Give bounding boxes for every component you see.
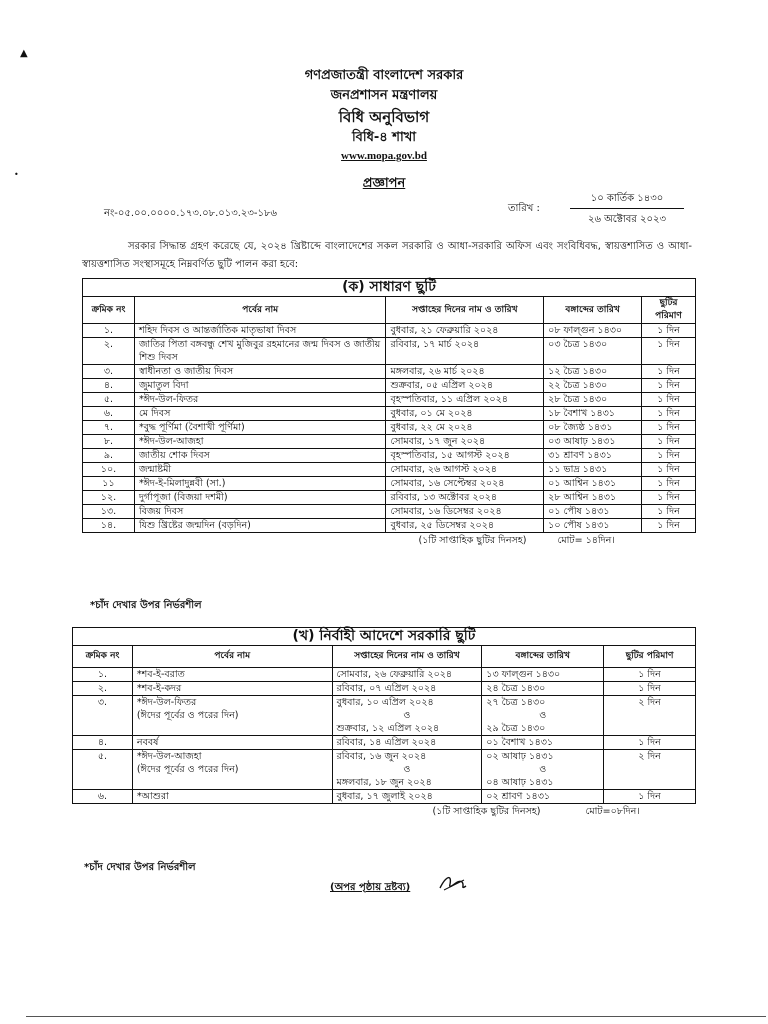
executive-holiday-rows [73,668,696,804]
day-date-cell: রবিবার, ১৩ অক্টোবর ২০২৪ [386,491,544,505]
amount-cell: ১ দিন [642,491,696,505]
name-cell [132,790,332,804]
amount-cell [604,790,696,804]
amount-text: ১ দিন [638,737,661,748]
amount-text: ২ দিন [638,751,661,762]
serial-cell: ১০. [83,463,135,477]
name-cell: জাতির পিতা বঙ্গবন্ধু শেখ মুজিবুর রহমানের জন্ম দিবস ও জাতীয় শিশু দিবস [134,338,386,365]
serial-cell [73,750,133,790]
table-row [83,449,696,463]
bangla-date-cell [482,696,604,736]
date-divider [570,208,684,209]
table-row [83,463,696,477]
day-date-cell: মঙ্গলবার, ২৬ মার্চ ২০২৪ [386,365,544,379]
holiday-name: নববর্ষ [136,737,159,748]
table-row [83,505,696,519]
date-bangla: ১০ কার্তিক ১৪৩০ [590,193,664,204]
and-text: ও [539,764,547,775]
section-title: বিধি-৪ শাখা [351,130,417,145]
serial-text: ৩. [97,697,108,708]
bangla-date-cell: ১০ পৌষ ১৪৩১ [544,519,642,533]
bangla-date-cell: ৩১ শ্রাবণ ১৪৩১ [544,449,642,463]
serial-cell: ১. [83,324,135,338]
serial-cell: ৯. [83,449,135,463]
serial-cell: ১২. [83,491,135,505]
amount-cell: ১ দিন [642,379,696,393]
day-date-cell: বৃহস্পতিবার, ১১ এপ্রিল ২০২৪ [386,393,544,407]
col-header-bangla-date: বঙ্গাব্দের তারিখ [544,297,642,324]
bangla-date-cell: ০১ আশ্বিন ১৪৩১ [544,477,642,491]
continued-note: (অপর পৃষ্ঠায় দ্রষ্টব্য) [330,882,411,893]
table1-footer [83,533,696,548]
name-cell: *বুদ্ধ পূর্ণিমা (বৈশাখী পূর্ণিমা) [134,421,386,435]
bangla-date-cell: ২২ চৈত্র ১৪৩০ [544,379,642,393]
general-holiday-rows [83,324,696,533]
bangla-date-text: ০২ আষাঢ় ১৪৩১ [486,751,554,762]
division-title: বিধি অনুবিভাগ [338,108,430,126]
table-row [83,365,696,379]
serial-cell: ৩. [83,365,135,379]
amount-cell [604,736,696,750]
serial-cell [73,790,133,804]
serial-cell: ৫. [83,393,135,407]
day-date-cell [332,682,482,696]
amount-cell: ১ দিন [642,463,696,477]
day-date-cell [332,750,482,790]
signature [438,872,468,898]
name-cell: জুমাতুল বিদা [134,379,386,393]
name-cell: দুর্গাপূজা (বিজয়া দশমী) [134,491,386,505]
table-row [83,477,696,491]
serial-text: ৪. [97,737,108,748]
table1-weekly-note: (১টি সাপ্তাহিক ছুটির দিনসহ) [418,535,527,546]
amount-cell: ১ দিন [642,421,696,435]
name-cell [132,682,332,696]
bangla-date-cell: ০১ পৌষ ১৪৩১ [544,505,642,519]
name-cell [132,750,332,790]
amount-cell: ১ দিন [642,519,696,533]
bangla-date-cell: ০৩ চৈত্র ১৪৩০ [544,338,642,365]
serial-text: ১. [97,669,108,680]
general-holiday-title: (ক) সাধারণ ছুটি [83,279,696,297]
table1-total: মোট= ১৪দিন। [557,535,615,546]
amount-text: ১ দিন [638,683,661,694]
day-date-cell [332,790,482,804]
serial-cell: ৮. [83,435,135,449]
name-cell: *ঈদ-ই-মিলাদুন্নবী (সা.) [134,477,386,491]
day-date-text-2: মঙ্গলবার, ১৮ জুন ২০২৪ [336,777,432,788]
date-label: তারিখ : [508,203,540,214]
general-holiday-table [82,278,696,547]
amount-cell: ১ দিন [642,435,696,449]
bangla-date-text-2: ০৪ আষাঢ় ১৪৩১ [486,777,554,788]
serial-cell: ১৪. [83,519,135,533]
day-date-cell: বুধবার, ২২ মে ২০২৪ [386,421,544,435]
table-row [73,750,696,790]
col-header-serial: ক্রমিক নং [83,297,135,324]
table-row [73,790,696,804]
bangla-date-text: ১৩ ফাল্গুন ১৪৩০ [486,669,561,680]
day-date-cell: বৃহস্পতিবার, ১৫ আগস্ট ২০২৪ [386,449,544,463]
margin-dot: • [14,170,19,179]
name-cell: জন্মাষ্টমী [134,463,386,477]
holiday-name: *আশুরা [136,791,169,802]
bangla-date-cell [482,790,604,804]
day-date-text: রবিবার, ১৬ জুন ২০২৪ [336,751,427,762]
name-cell [132,668,332,682]
bangla-date-cell [482,682,604,696]
date-block [508,189,688,225]
day-date-cell: রবিবার, ১৭ মার্চ ২০২৪ [386,338,544,365]
amount-text: ১ দিন [638,791,661,802]
amount-cell [604,682,696,696]
and-text: ও [403,710,411,721]
amount-cell: ১ দিন [642,505,696,519]
table-row [83,379,696,393]
serial-cell: ১৩. [83,505,135,519]
executive-holiday-table [72,627,696,818]
table2-weekly-note: (১টি সাপ্তাহিক ছুটির দিনসহ) [432,806,541,817]
holiday-name: *শব-ই-কদর [136,683,182,694]
day-date-text-2: শুক্রবার, ১২ এপ্রিল ২০২৪ [336,723,440,734]
amount-text: ২ দিন [638,697,661,708]
name-cell: মে দিবস [134,407,386,421]
serial-cell: ৬. [83,407,135,421]
website-link[interactable]: www.mopa.gov.bd [341,150,427,162]
table-row [73,668,696,682]
serial-text: ৬. [97,791,108,802]
table-row [83,407,696,421]
day-date-cell: সোমবার, ১৬ ডিসেম্বর ২০২৪ [386,505,544,519]
amount-cell: ১ দিন [642,477,696,491]
serial-text: ২. [97,683,108,694]
col2-header-day-date: সপ্তাহের দিনের নাম ও তারিখ [332,646,482,668]
bangla-date-cell: ২৮ আশ্বিন ১৪৩১ [544,491,642,505]
amount-cell [604,696,696,736]
bangla-date-cell [482,750,604,790]
table-row [83,519,696,533]
day-date-text: রবিবার, ০৭ এপ্রিল ২০২৪ [336,683,437,694]
bangla-date-cell [482,668,604,682]
table-row [73,682,696,696]
amount-cell: ১ দিন [642,393,696,407]
name-cell: স্বাধীনতা ও জাতীয় দিবস [134,365,386,379]
memo-number: নং-০৫.০০.০০০০.১৭৩.০৮.০১৩.২৩-১৮৬ [104,208,278,219]
serial-cell [73,682,133,696]
day-date-cell [332,668,482,682]
bangla-date-cell: ১২ চৈত্র ১৪৩০ [544,365,642,379]
table-row [73,696,696,736]
notice-title: প্রজ্ঞাপন [362,176,406,191]
table2-footer [73,804,696,819]
day-date-cell: বুধবার, ০১ মে ২০২৪ [386,407,544,421]
bangla-date-text-2: ২৯ চৈত্র ১৪৩০ [486,723,546,734]
bangla-date-cell [482,736,604,750]
bangla-date-text: ০২ শ্রাবণ ১৪৩১ [486,791,551,802]
col-header-amount: ছুটির পরিমাণ [642,297,696,324]
table-row [73,736,696,750]
amount-text: ১ দিন [638,669,661,680]
col2-header-bangla-date: বঙ্গাব্দের তারিখ [482,646,604,668]
date-english: ২৬ অক্টোবর ২০২৩ [587,214,667,225]
table-row [83,421,696,435]
serial-cell [73,696,133,736]
table2-total: মোট=০৮দিন। [585,806,640,817]
bangla-date-cell: ০৩ আষাঢ় ১৪৩১ [544,435,642,449]
serial-cell [73,736,133,750]
serial-cell: ৪. [83,379,135,393]
amount-cell: ১ দিন [642,338,696,365]
col-header-day-date: সপ্তাহের দিনের নাম ও তারিখ [386,297,544,324]
bangla-date-cell: ০৮ জ্যৈষ্ঠ ১৪৩১ [544,421,642,435]
day-date-text: সোমবার, ২৬ ফেব্রুয়ারি ২০২৪ [336,669,453,680]
day-date-cell: বুধবার, ২১ ফেব্রুয়ারি ২০২৪ [386,324,544,338]
day-date-cell: সোমবার, ২৬ আগস্ট ২০২৪ [386,463,544,477]
serial-cell [73,668,133,682]
margin-mark: ▲ [20,48,28,59]
day-date-cell: বুধবার, ২৫ ডিসেম্বর ২০২৪ [386,519,544,533]
amount-cell [604,750,696,790]
amount-cell: ১ দিন [642,407,696,421]
col-header-name: পর্বের নাম [134,297,386,324]
holiday-name: *শব-ই-বরাত [136,669,185,680]
day-date-text: রবিবার, ১৪ এপ্রিল ২০২৪ [336,737,437,748]
name-cell: *ঈদ-উল-আজহা [134,435,386,449]
bangla-date-cell: ০৮ ফাল্গুন ১৪৩০ [544,324,642,338]
name-cell: শহিদ দিবস ও আন্তর্জাতিক মাতৃভাষা দিবস [134,324,386,338]
day-date-cell: সোমবার, ১৭ জুন ২০২৪ [386,435,544,449]
and-text: ও [539,710,547,721]
name-cell [132,736,332,750]
table-row [83,338,696,365]
table-row [83,324,696,338]
day-date-cell [332,736,482,750]
name-cell: বিজয় দিবস [134,505,386,519]
amount-cell: ১ দিন [642,324,696,338]
moon-note-1: *চাঁদ দেখার উপর নির্ভরশীল [90,600,202,611]
col2-header-name: পর্বের নাম [132,646,332,668]
holiday-name-note: (ঈদের পূর্বের ও পরের দিন) [136,710,239,721]
serial-cell: ৭. [83,421,135,435]
name-cell [132,696,332,736]
holiday-name: *ঈদ-উল-আজহা [136,751,202,762]
serial-cell: ১১ [83,477,135,491]
table-row [83,393,696,407]
day-date-cell: শুক্রবার, ০৫ এপ্রিল ২০২৪ [386,379,544,393]
name-cell: *ঈদ-উল-ফিতর [134,393,386,407]
bangla-date-cell: ১৮ বৈশাখ ১৪৩১ [544,407,642,421]
name-cell: যিশু খ্রিষ্টের জন্মদিন (বড়দিন) [134,519,386,533]
amount-cell: ১ দিন [642,449,696,463]
ministry-title: জনপ্রশাসন মন্ত্রণালয় [330,88,438,103]
bangla-date-text: ০১ বৈশাখ ১৪৩১ [486,737,554,748]
executive-holiday-title: (খ) নির্বাহী আদেশে সরকারি ছুটি [73,628,696,646]
day-date-text: বুধবার, ১৭ জুলাই ২০২৪ [336,791,433,802]
holiday-name-note: (ঈদের পূর্বের ও পরের দিন) [136,764,239,775]
col2-header-amount: ছুটির পরিমাণ [604,646,696,668]
table-row [83,491,696,505]
name-cell: জাতীয় শোক দিবস [134,449,386,463]
bangla-date-cell: ১১ ভাদ্র ১৪৩১ [544,463,642,477]
bangla-date-text: ২৪ চৈত্র ১৪৩০ [486,683,546,694]
serial-text: ৫. [97,751,108,762]
bottom-rule [26,1016,766,1017]
intro-paragraph: সরকার সিদ্ধান্ত গ্রহণ করেছে যে, ২০২৪ খ্রিষ্টাব্দে বাংলাদেশের সকল সরকারি ও আধা-সরকারি অফিস এবং সংবিধিবদ্ধ, স্বায়ত্তশাসিত ও আধা-স্বায়ত্তশাসিত সংস্থাসমূহে নিম্নবর্ণিত ছুটি পালন করা হবে: [82,241,692,270]
amount-cell [604,668,696,682]
day-date-text: বুধবার, ১০ এপ্রিল ২০২৪ [336,697,434,708]
moon-note-2: *চাঁদ দেখার উপর নির্ভরশীল [84,862,196,873]
col2-header-serial: ক্রমিক নং [73,646,133,668]
table-row [83,435,696,449]
day-date-cell: সোমবার, ১৬ সেপ্টেম্বর ২০২৪ [386,477,544,491]
and-text: ও [403,764,411,775]
govt-title: গণপ্রজাতন্ত্রী বাংলাদেশ সরকার [304,68,464,83]
amount-cell: ১ দিন [642,365,696,379]
bangla-date-text: ২৭ চৈত্র ১৪৩০ [486,697,546,708]
day-date-cell [332,696,482,736]
holiday-name: *ঈদ-উল-ফিতর [136,697,197,708]
bangla-date-cell: ২৮ চৈত্র ১৪৩০ [544,393,642,407]
serial-cell: ২. [83,338,135,365]
